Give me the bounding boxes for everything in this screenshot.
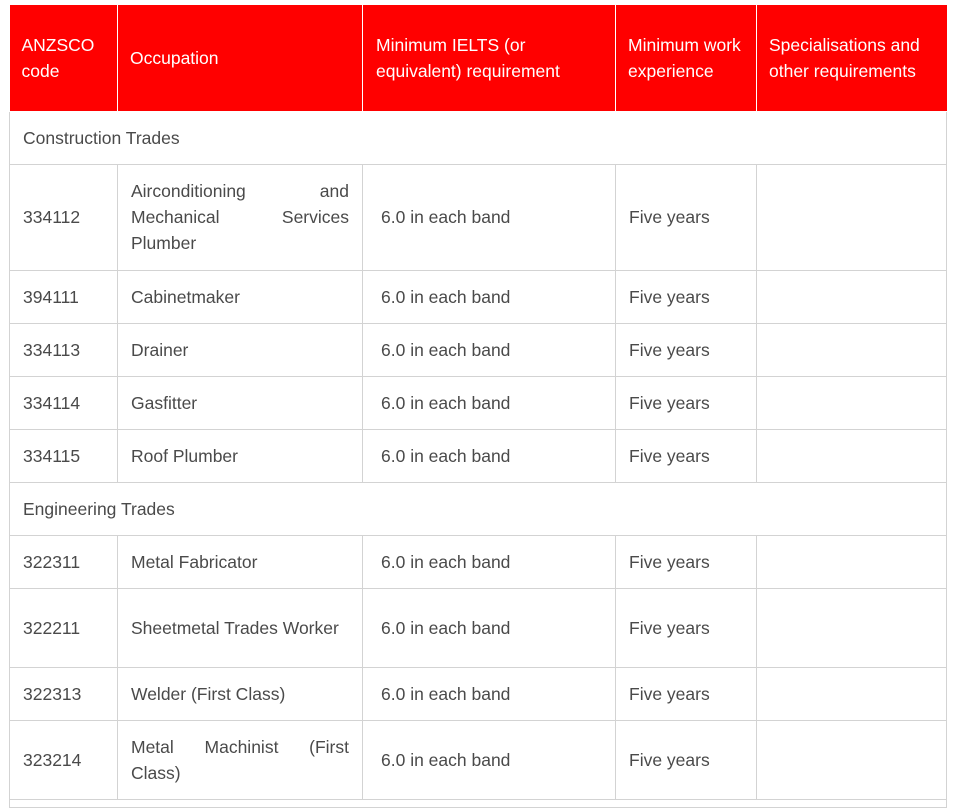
other-requirements-cell [757, 376, 947, 429]
occupation-cell: Metal Fabricator [118, 535, 363, 588]
other-requirements-cell [757, 667, 947, 720]
experience-cell: Five years [616, 323, 757, 376]
section-row-engineering-trades [10, 482, 947, 535]
ielts-cell: 6.0 in each band [363, 429, 616, 482]
anzsco-code-cell: 334115 [10, 429, 118, 482]
table-row [10, 270, 947, 323]
occupation-cell: Roof Plumber [118, 429, 363, 482]
anzsco-code-cell: 322313 [10, 667, 118, 720]
table-row [10, 429, 947, 482]
occupation-cell: Welder (First Class) [118, 667, 363, 720]
experience-cell: Five years [616, 270, 757, 323]
header-ielts-requirement: Minimum IELTS (or equivalent) requirement [363, 5, 616, 111]
occupation-cell: Airconditioning and Mechanical Services Plumber [118, 164, 363, 270]
other-requirements-cell [757, 588, 947, 667]
ielts-cell: 6.0 in each band [363, 323, 616, 376]
header-work-experience: Minimum work experience [616, 5, 757, 111]
table-row [10, 588, 947, 667]
anzsco-code-cell: 334113 [10, 323, 118, 376]
section-title: Engineering Trades [10, 482, 947, 535]
table-row [10, 535, 947, 588]
ielts-cell: 6.0 in each band [363, 667, 616, 720]
ielts-cell: 6.0 in each band [363, 588, 616, 667]
experience-cell: Five years [616, 429, 757, 482]
experience-cell: Five years [616, 588, 757, 667]
ielts-cell: 6.0 in each band [363, 720, 616, 799]
table-row-partial [10, 799, 947, 807]
section-title: Construction Trades [10, 111, 947, 164]
other-requirements-cell [757, 429, 947, 482]
occupation-table [9, 5, 947, 808]
anzsco-code-cell: 322211 [10, 588, 118, 667]
anzsco-code-cell: 334112 [10, 164, 118, 270]
other-requirements-cell [757, 720, 947, 799]
other-requirements-cell [757, 535, 947, 588]
other-requirements-cell [757, 164, 947, 270]
ielts-cell: 6.0 in each band [363, 164, 616, 270]
occupation-cell: Metal Machinist (First Class) [118, 720, 363, 799]
table-row [10, 376, 947, 429]
table-header-row [10, 5, 947, 111]
occupation-cell: Sheetmetal Trades Worker [118, 588, 363, 667]
table-row [10, 720, 947, 799]
header-anzsco-code: ANZSCO code [10, 5, 118, 111]
anzsco-code-cell: 394111 [10, 270, 118, 323]
other-requirements-cell [757, 270, 947, 323]
ielts-cell: 6.0 in each band [363, 270, 616, 323]
experience-cell: Five years [616, 535, 757, 588]
section-row-construction-trades [10, 111, 947, 164]
occupation-cell: Gasfitter [118, 376, 363, 429]
partial-row-cell [10, 799, 947, 807]
occupation-cell: Cabinetmaker [118, 270, 363, 323]
experience-cell: Five years [616, 164, 757, 270]
header-specialisations: Specialisations and other requirements [757, 5, 947, 111]
experience-cell: Five years [616, 376, 757, 429]
ielts-cell: 6.0 in each band [363, 535, 616, 588]
experience-cell: Five years [616, 667, 757, 720]
experience-cell: Five years [616, 720, 757, 799]
table-row [10, 323, 947, 376]
ielts-cell: 6.0 in each band [363, 376, 616, 429]
occupation-cell: Drainer [118, 323, 363, 376]
anzsco-code-cell: 334114 [10, 376, 118, 429]
anzsco-code-cell: 322311 [10, 535, 118, 588]
table-row [10, 667, 947, 720]
other-requirements-cell [757, 323, 947, 376]
occupation-table-container [9, 5, 946, 808]
table-row [10, 164, 947, 270]
anzsco-code-cell: 323214 [10, 720, 118, 799]
header-occupation: Occupation [118, 5, 363, 111]
